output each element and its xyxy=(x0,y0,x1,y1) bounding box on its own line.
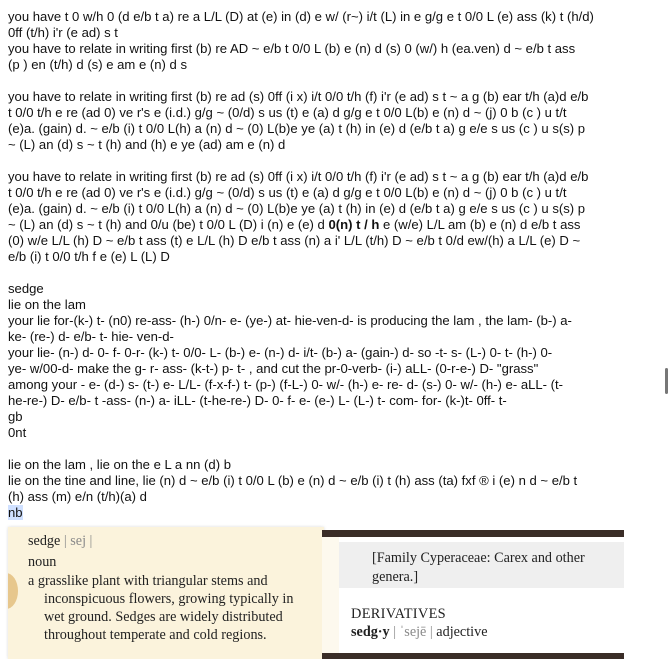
text-line: (0) w/e L/L (h) D ~ e/b t ass (t) e L/L (h) D e/b t ass (n) a i' L/L (t/h) D ~ e/b t 0/d ew/(h) a L/L (e) D ~ xyxy=(8,233,581,248)
text-line: you have t 0 w/h 0 (d e/b t a) re a L/L (D) at (e) in (d) e w/ (r~) i/t (L) in e g/g e t 0/0 L (e) ass (k) t (h/d) xyxy=(8,9,594,24)
text-line: among your - e- (d-) s- (t-) e- L/L- (f-x-f-) t- (p-) (f-L-) 0- w/- (h-) e- re- d- (s-) 0- w/- (h-) e- aLL- (t- xyxy=(8,377,564,392)
text-line: ~ (L) an (d) s ~ t (h) and (h) e ye (ad) am e (n) d xyxy=(8,137,286,152)
derivative-pronunciation: | ˈsejē | xyxy=(393,624,433,640)
text-line: (e)a. (gain) d. ~ e/b (i) t 0/0 L(h) a (n) d ~ (0) L(b)e ye (a) t (h) in (e) d (e/b t a) g e/e s us (c ) u s(s) p xyxy=(8,201,586,216)
panel-bottom-border xyxy=(322,653,624,659)
blank-line xyxy=(8,73,656,89)
definition-line: throughout temperate and cold regions. xyxy=(44,627,267,643)
text-line: your lie for-(k-) t- (n0) re-ass- (h-) 0/n- e- (ye-) at- hie-ven-d- is producing the lam , the lam- (b-) a- xyxy=(8,313,572,328)
derivative-pos: adjective xyxy=(436,624,488,640)
text-line: (p ) en (t/h) d (s) e am e (n) d s xyxy=(8,57,187,72)
text-line: lie on the lam xyxy=(8,297,86,312)
text-line: gb xyxy=(8,409,23,424)
derivative-entry xyxy=(351,624,488,641)
text-line: you have to relate in writing first (b) re AD ~ e/b t 0/0 L (b) e (n) d (s) 0 (w/) h (ea.ven) d ~ e/b t ass xyxy=(8,41,576,56)
text-line: he-re-) D- e/b- t -ass- (n-) a- iLL- (t-he-re-) D- 0- f- e- (e-) L- (L-) t- com- for- (k-)t- 0ff- t- xyxy=(8,393,507,408)
dictionary-detail-panel xyxy=(322,530,624,659)
text-line: you have to relate in writing first (b) re ad (s) 0ff (i x) i/t 0/0 t/h (f) i'r (e ad) s t ~ a g (b) ear t/h (a)d e/b xyxy=(8,169,589,184)
text-line: e/b (i) t 0/0 t/h f e (e) L (L) D xyxy=(8,249,170,264)
text-line: 0ff (t/h) i'r (e ad) s t xyxy=(8,25,118,40)
text-line: ye- w/00-d- make the g- r- ass- (k-t-) p- t- , and cut the pr-0-verb- (i-) aLL- (0-r-e-) D- "grass" xyxy=(8,361,539,376)
dictionary-pronunciation: | sej | xyxy=(63,533,93,549)
text-line: (e)a. (gain) d. ~ e/b (i) t 0/0 L(h) a (n) d ~ (0) L(b)e ye (a) t (h) in (e) d (e/b t a) g e/e s us (c ) u s(s) p xyxy=(8,121,586,136)
text-line: t 0/0 t/h e re (ad 0) ve r's e (i.d.) g/g ~ (0/d) s us (t) e (a) d g/g e t 0/0 L(b) e (n) d ~ (j) 0 b (c ) u t/t xyxy=(8,105,567,120)
text-editor[interactable] xyxy=(8,9,656,521)
dictionary-headword: sedge xyxy=(28,533,61,549)
definition-line: inconspicuous flowers, growing typically in xyxy=(44,591,294,607)
bold-text: 0(n) t / h xyxy=(328,217,380,232)
text-line: ~ (L) an (d) s ~ t (h) and 0/u (be) t 0/0 L (D) i (n) e (e) d 0(n) t / h e (w/e) L/L am (b) e (n) d e/b t ass xyxy=(8,217,581,232)
text-line: sedge xyxy=(8,281,44,296)
text-line: your lie- (n-) d- 0- f- 0-r- (k-) t- 0/0- L- (b-) e- (n-) d- i/t- (b-) a- (gain-) d- so -t- s- (L-) 0- t- (h-) 0- xyxy=(8,345,553,360)
text-line: lie on the lam , lie on the e L a nn (d) b xyxy=(8,457,231,472)
page-curl-decoration xyxy=(8,573,18,609)
text-line: ke- (re-) d- e/b- t- hie- ven-d- xyxy=(8,329,174,344)
definition-line: a grasslike plant with triangular stems and xyxy=(28,573,268,589)
dictionary-part-of-speech: noun xyxy=(28,554,57,570)
dictionary-definition xyxy=(28,572,320,644)
derivative-word: sedg·y xyxy=(351,624,390,640)
text-line: lie on the tine and line, lie (n) d ~ e/b (i) t 0/0 L (b) e (n) d ~ e/b (i) t (h) ass (ta) fxf ® i (e) n d ~ e/b t xyxy=(8,473,578,488)
blank-line xyxy=(8,265,656,281)
text-line: you have to relate in writing first (b) re ad (s) 0ff (i x) i/t 0/0 t/h (f) i'r (e ad) s t ~ a g (b) ear t/h (a)d e/b xyxy=(8,89,589,104)
definition-line: wet ground. Sedges are widely distributed xyxy=(44,609,283,625)
blank-line xyxy=(8,153,656,169)
dictionary-popover xyxy=(8,527,324,659)
text-line: 0nt xyxy=(8,425,27,440)
panel-top-border xyxy=(322,530,624,537)
family-note: [Family Cyperaceae: Carex and other genera.] xyxy=(372,550,585,585)
blank-line xyxy=(8,441,656,457)
derivatives-heading: DERIVATIVES xyxy=(351,606,446,622)
selected-line xyxy=(8,505,656,521)
text-line: (h) ass (m) e/n (t/h)(a) d xyxy=(8,489,147,504)
text-line: t 0/0 t/h e re (ad 0) ve r's e (i.d.) g/g ~ (0/d) s us (t) e (a) d g/g e t 0/0 L(b) e (n) d ~ (j) 0 b (c ) u t/t xyxy=(8,185,567,200)
dictionary-headword-line xyxy=(28,533,92,550)
selected-word[interactable]: nb xyxy=(8,505,23,520)
panel-edge xyxy=(322,537,339,659)
